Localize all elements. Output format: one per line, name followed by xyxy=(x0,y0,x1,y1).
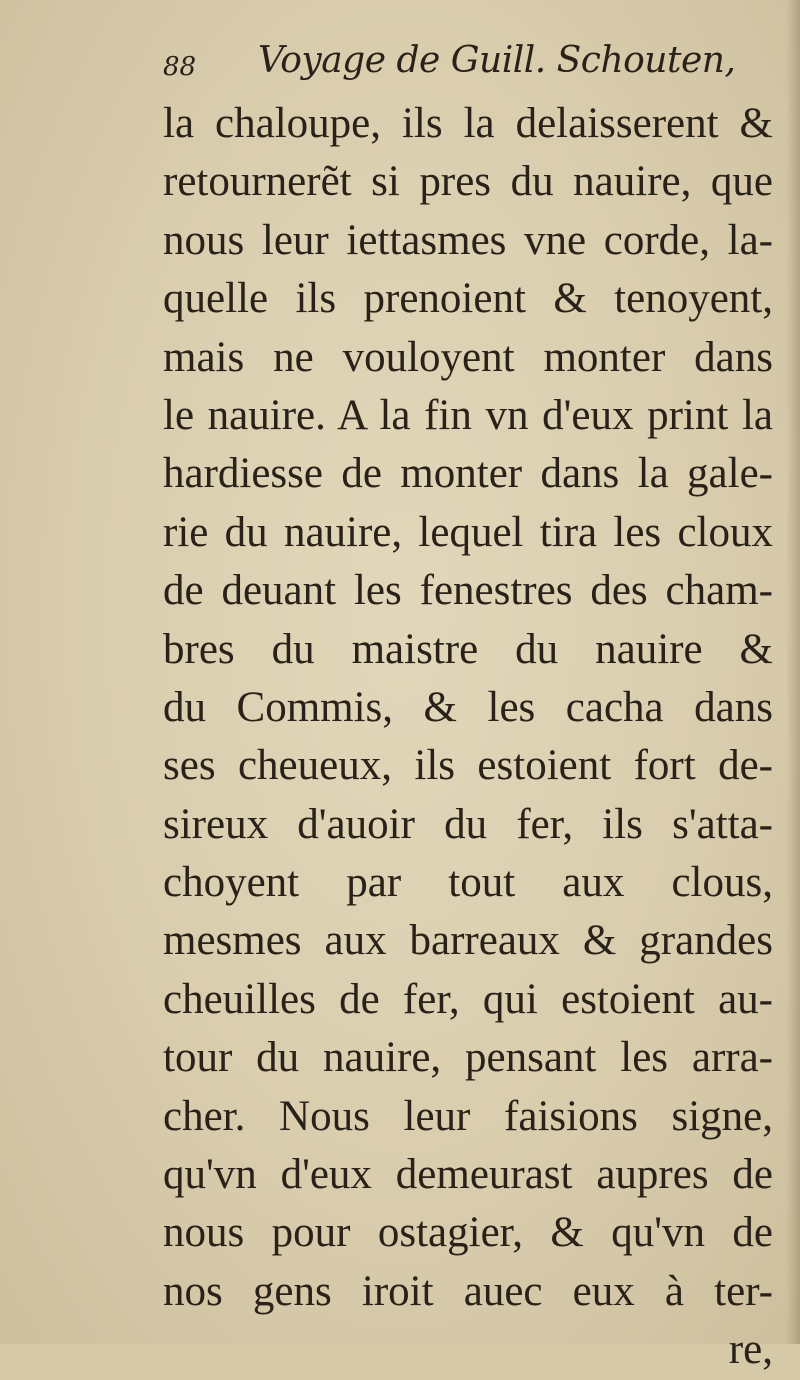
text-line: du Commis, & les cacha dans xyxy=(163,683,773,731)
page-number: 88 xyxy=(163,52,197,82)
page-edge-shadow xyxy=(786,0,800,1344)
text-line: bres du maistre du nauire & xyxy=(163,625,773,673)
running-head: Voyage de Guill. Schouten, xyxy=(258,40,736,81)
text-line: mais ne vouloyent monter dans xyxy=(163,333,773,381)
text-line: de deuant les fenestres des cham- xyxy=(163,567,773,615)
text-line: rie du nauire, lequel tira les cloux xyxy=(163,508,773,556)
text-line: ses cheueux, ils estoient fort de- xyxy=(163,742,773,790)
text-line: nos gens iroit auec eux à ter- xyxy=(163,1267,773,1315)
text-line: choyent par tout aux clous, xyxy=(163,859,773,907)
text-line: tour du nauire, pensant les arra- xyxy=(163,1034,773,1082)
text-line: le nauire. A la fin vn d'eux print la xyxy=(163,391,773,439)
text-line: mesmes aux barreaux & grandes xyxy=(163,917,773,965)
text-line: cher. Nous leur faisions signe, xyxy=(163,1092,773,1140)
text-line: sireux d'auoir du fer, ils s'atta- xyxy=(163,800,773,848)
text-line: nous leur iettasmes vne corde, la- xyxy=(163,216,773,264)
text-line: hardiesse de monter dans la gale- xyxy=(163,450,773,498)
text-line: retournerẽt si pres du nauire, que xyxy=(163,158,773,206)
text-line: quelle ils prenoient & tenoyent, xyxy=(163,275,773,323)
body-text xyxy=(163,95,773,1380)
text-line: la chaloupe, ils la delaisserent & xyxy=(163,100,773,147)
text-line: nous pour ostagier, & qu'vn de xyxy=(163,1209,773,1257)
text-line: qu'vn d'eux demeurast aupres de xyxy=(163,1151,773,1199)
catchword: re, xyxy=(728,1326,773,1374)
page-header xyxy=(163,38,763,98)
text-line: cheuilles de fer, qui estoient au- xyxy=(163,975,773,1023)
